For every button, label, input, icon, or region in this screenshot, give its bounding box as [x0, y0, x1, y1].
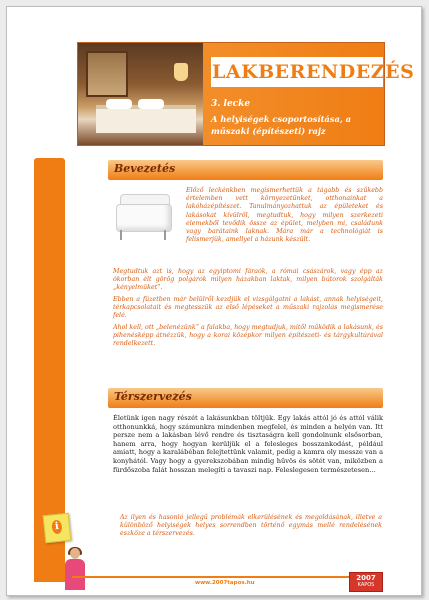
section-title: Bevezetés — [114, 162, 176, 175]
section-title: Térszervezés — [114, 390, 192, 403]
armchair-image — [110, 190, 180, 240]
intro-paragraph: Ebben a füzetben már belülről kezdjük el vizsgálgatni a lakást, annak helyiségeit, térkapcsolatait és megtesszük az első lépéseket a műszaki rajzolás megismerése felé. — [113, 296, 383, 320]
intro-paragraph: Megtudtuk azt is, hogy az egyiptomi fáraók, a római császárok, vagy épp az ókorban élt görög polgárok milyen házakban laktak, milyen bútorok szolgálták „kényelmüket”. — [113, 268, 383, 292]
kapos-logo — [349, 572, 383, 592]
banner-title: LAKBERENDEZÉS — [211, 57, 383, 87]
bedroom-photo — [78, 43, 203, 145]
section-header-space — [108, 388, 383, 408]
body-paragraph: Életünk igen nagy részét a lakásunkban töltjük. Egy lakás attól jó és attól válik otthonunkká, hogy számunkra mindenben megfelel, és minden a helyén van. Itt persze nem a lakásban lévő rendre és tisztaságra kell gondolnunk elsősorban, hanem arra, hogy hogyan kerüljük el a felesleges bosszankodást, például amiatt, hogy a karalábéban felejtettünk valamit, pedig a kamra oly messze van a konyhától. Vagy hogy a gyerekszobában mindig hűvös és sötét van, miközben a fürdőszoba falát hosszan melegíti a tavaszi nap. Feleslegesen természetesen… — [113, 414, 383, 474]
mascot-figure — [64, 548, 86, 590]
lesson-banner — [77, 42, 415, 146]
section-header-intro — [108, 160, 383, 180]
note-postit — [43, 513, 72, 544]
footer-url[interactable]: www.2007tapos.hu — [195, 580, 255, 586]
logo-year: 2007 — [356, 574, 376, 582]
lesson-number: 3. lecke — [211, 99, 251, 109]
intro-paragraph: Ahol kell, ott „belenézünk” a falakba, hogy megtudjuk, mitől működik a lakásunk, és pihenésképp átnézzük, hogy a korai középkor milyen építészeti- és tárgykultúrával rendelkezett. — [113, 324, 383, 348]
logo-text: KAPOS — [357, 582, 375, 588]
note-paragraph: Az ilyen és hasonló jellegű problémák elkerülésének és megoldásának, illetve a különböző helyiségek helyes sorrendben történő egymás mellé rendelésének eszköze a térszervezés. — [120, 514, 382, 538]
info-icon: i — [51, 520, 62, 535]
footer-rule — [72, 576, 383, 578]
lesson-subtitle: A helyiségek csoportosítása, a műszaki (építészeti) rajz — [211, 114, 351, 136]
intro-paragraph: Előző leckénkben megismerhettük a tágabb és szűkebb értelemben vett környezetünket, otthonainkat a lakóházépítészet. Tanulmányozhattuk az épületeket és lakásokat kívülről, megtudtuk, hogy milyen szerkezeti elemekből tevődik össze az épület, melyben mi, családunk vagy barátaink laknak. Mára már a technológiát is felismerjük, amellyel a házunk készült. — [186, 187, 383, 244]
